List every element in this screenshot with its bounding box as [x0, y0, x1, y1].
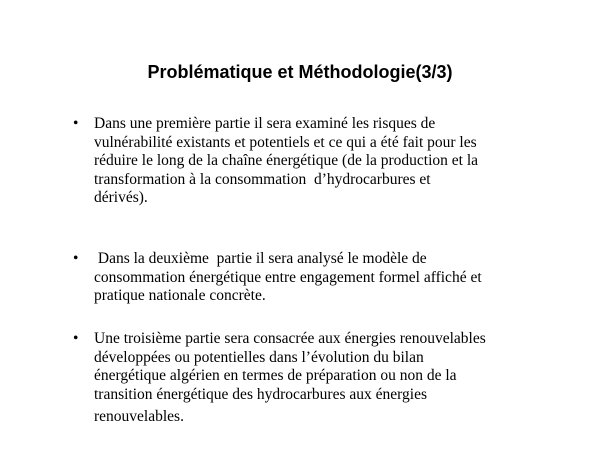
bullet-item-second-part [73, 250, 543, 306]
bullet-line: transformation à la consommation d’hydrocarbures et [94, 170, 431, 188]
bullet-line: énergétique algérien en termes de préparation ou non de la [94, 367, 457, 384]
bullet-line: Dans la deuxième partie il sera analysé le modèle de [94, 250, 427, 267]
bullet-line: transition énergétique des hydrocarbures aux énergies [94, 385, 427, 403]
bullet-text [94, 330, 543, 427]
bullet-line: pratique nationale concrète. [94, 287, 266, 304]
bullet-dot-icon: • [73, 250, 79, 267]
bullet-text [94, 115, 543, 208]
bullet-line: Une troisième partie sera consacrée aux énergies renouvelables [94, 330, 486, 347]
bullet-text [94, 250, 543, 306]
bullet-line: vulnérabilité existants et potentiels et ce qui a été fait pour les [94, 133, 477, 151]
bullet-item-first-part [73, 115, 543, 208]
bullet-item-third-part [73, 330, 543, 427]
bullet-line: consommation énergétique entre engagement formel affiché et [94, 268, 482, 286]
slide-title: Problématique et Méthodologie(3/3) [147, 62, 453, 82]
bullet-line: dérivés). [94, 189, 148, 206]
bullet-dot-icon: • [73, 115, 79, 132]
bullet-line: renouvelables. [94, 408, 184, 425]
bullet-line: Dans une première partie il sera examiné les risques de [94, 115, 436, 132]
bullet-dot-icon: • [73, 330, 79, 347]
bullet-line: développées ou potentielles dans l’évolution du bilan [94, 348, 424, 366]
bullet-line: réduire le long de la chaîne énergétique (de la production et la [94, 152, 479, 169]
